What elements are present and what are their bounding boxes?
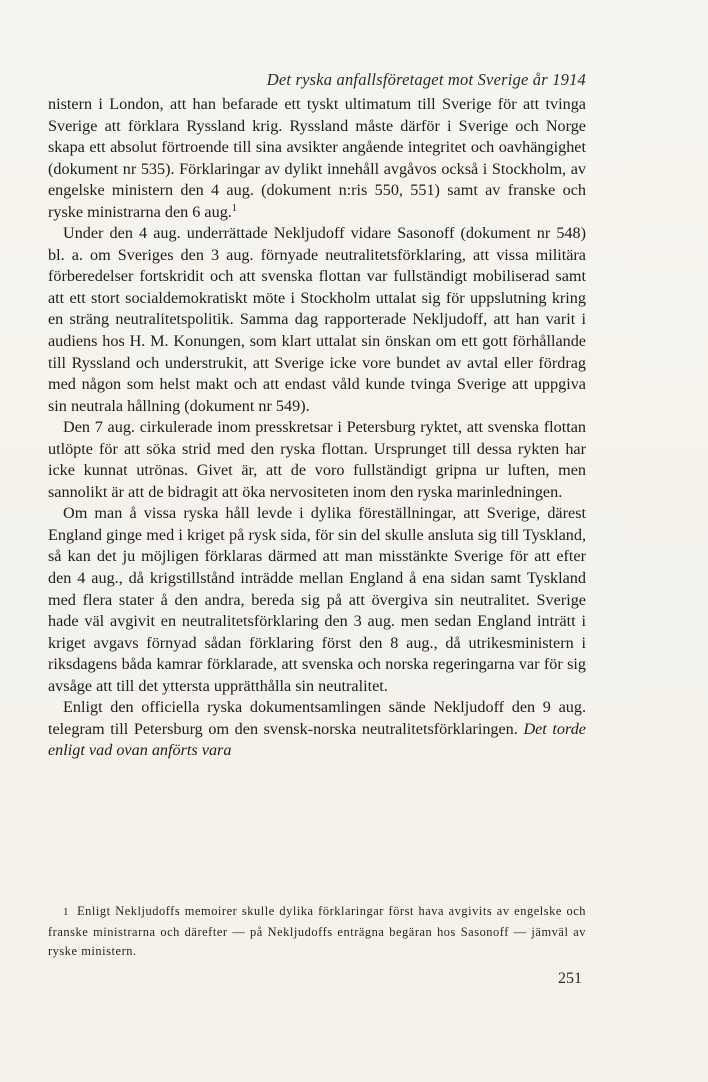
paragraph-4: Om man å vissa ryska håll levde i dylika föreställningar, att Sverige, därest England ginge med i kriget på rysk sida, för sin del skulle ansluta sig till Tyskland, så kan det ju möjligen förklaras därmed att man misstänkte Sverige för att efter den 4 aug., då krigstillstånd inträdde mellan England å ena sidan samt Tyskland med flera stater å den andra, bereda sig på att övergiva sin neutralitet. Sverige hade väl avgivit en neutralitetsförklaring den 3 aug. men sedan England inträtt i kriget avgavs förnyad sådan förklaring först den 8 aug., då utrikesministern i riksdagens båda kamrar förklarade, att svenska och norska regeringarna var för sig avsåge att till det yttersta upprätthålla sin neutralitet. (48, 504, 586, 695)
paragraph-1-text: nistern i London, att han befarade ett tyskt ultimatum till Sverige för att tvinga Sverige att förklara Ryssland krig. Ryssland måste därför i Sverige och Norge skapa ett absolut förtroende till sina avsikter angående integritet och oavhängighet (dokument nr 535). Förklaringar av dylikt innehåll avgåvos också i Stockholm, av engelske ministern den 4 aug. (dokument n:ris 550, 551) samt av franske och ryske ministrarna den 6 aug. (48, 95, 586, 221)
footnote-reference[interactable]: 1 (231, 202, 237, 214)
paragraph-5-text: Enligt den officiella ryska dokumentsamlingen sände Nekljudoff den 9 aug. telegram till Petersburg om den svensk-norska neutralitetsförklaringen. (48, 698, 586, 738)
footnote-1 (48, 902, 586, 962)
body-text (48, 94, 586, 762)
paragraph-5-italic-tail: Det torde enligt vad ovan anförts vara (48, 719, 586, 760)
footnote-1-text: Enligt Nekljudoffs memoirer skulle dylika förklaringar först hava avgivits av engelske och franske ministrarna och därefter — på Nekljudoffs enträgna begäran hos Sasonoff — jämväl av ryske ministern. (48, 904, 586, 958)
paragraph-3: Den 7 aug. cirkulerade inom presskretsar i Petersburg ryktet, att svenska flottan utlöpte för att söka strid med den ryska flottan. Ursprunget till dessa rykten har icke kunnat utrönas. Givet är, att de voro fullständigt gripna ur luften, men sannolikt är att de bidragit att öka nervositeten inom den ryska marinledningen. (48, 418, 586, 501)
page-number: 251 (558, 970, 582, 987)
paragraph-5 (48, 697, 586, 762)
running-head: Det ryska anfallsföretaget mot Sverige år 1914 (266, 70, 586, 89)
paragraph-1 (48, 94, 586, 223)
footnote-mark: 1 (63, 906, 70, 918)
footnotes (48, 902, 586, 962)
paragraph-2: Under den 4 aug. underrättade Nekljudoff vidare Sasonoff (dokument nr 548) bl. a. om Sveriges den 3 aug. förnyade neutralitetsförklaring, att vissa militära förberedelser fortskridit och att svenska flottan var fullständigt mobiliserad samt att ett stort socialdemokratiskt möte i Stockholm uttalat sig för uppslutning kring en sträng neutralitetspolitik. Samma dag rapporterade Nekljudoff, att han varit i audiens hos H. M. Konungen, som klart uttalat sin önskan om ett gott förhållande till Ryssland och understrukit, att Sverige icke vore bundet av avtal eller fördrag med någon som helst makt och att endast våld kunde tvinga Sverige att uppgiva sin neutrala hållning (dokument nr 549). (48, 224, 586, 415)
